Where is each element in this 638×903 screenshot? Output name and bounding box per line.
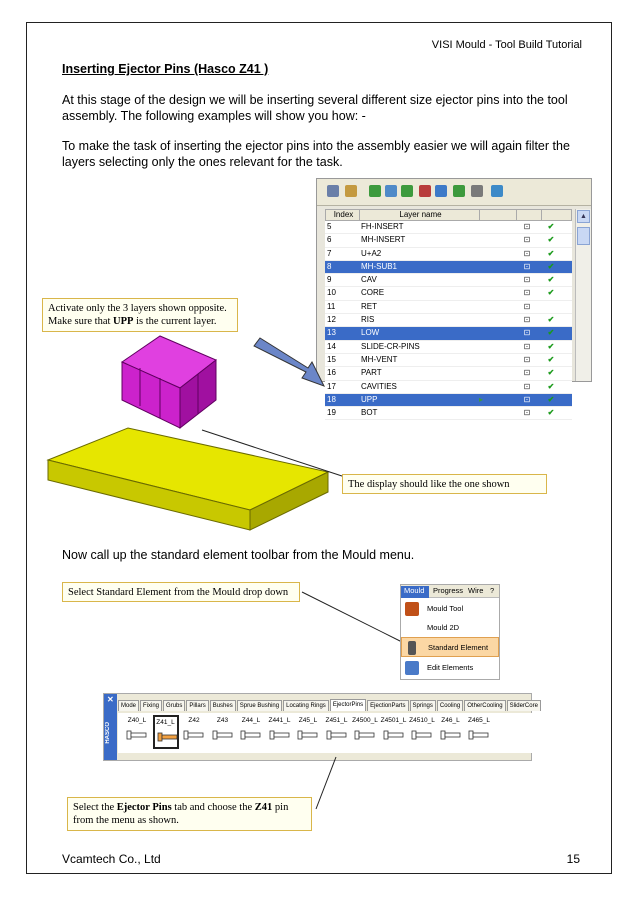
layer-current-cell (479, 354, 515, 366)
layer-name: RIS (361, 315, 375, 325)
paragraph-filter: To make the task of inserting the ejector pins into the assembly easier we will again filter the layers selecting only the ones relevant for the task. (62, 139, 570, 169)
pin-label: Z41_L (156, 719, 175, 726)
pin-label: Z4510_L (409, 717, 435, 724)
pin-z451_l[interactable] (324, 715, 350, 749)
mould-tool-icon (405, 602, 419, 616)
layer-current-cell (479, 234, 515, 246)
layer-refresh-icon[interactable] (491, 185, 503, 197)
col-visible (542, 210, 566, 220)
pin-label: Z42 (188, 717, 200, 724)
header-title: VISI Mould - Tool Build Tutorial (431, 39, 582, 51)
paragraph-toolbar: Now call up the standard element toolbar from the Mould menu. (62, 548, 415, 562)
layer-index: 9 (327, 275, 332, 285)
layer-current-cell (479, 274, 515, 286)
section-title: Inserting Ejector Pins (Hasco Z41 ) (62, 62, 269, 76)
pin-label: Z43 (216, 717, 229, 724)
lock-icon[interactable]: ⊡ (523, 354, 531, 364)
layer-index: 7 (327, 248, 332, 258)
menu-item-label: Edit Elements (427, 663, 474, 672)
tab-grubs[interactable]: Grubs (163, 700, 185, 711)
callout-activate-line2: Make sure that UPP is the current layer. (48, 316, 217, 327)
pin-z45_l[interactable] (295, 715, 321, 749)
layer-current-cell (479, 367, 515, 379)
layer-scrollbar[interactable] (575, 209, 591, 381)
layer-row[interactable] (325, 327, 572, 340)
menu-item-label: Mould Tool (427, 604, 464, 613)
tab-pillars[interactable]: Pillars (186, 700, 208, 711)
footer-page-number: 15 (566, 852, 580, 866)
callout-activate-layers (42, 298, 238, 332)
mould-menu (400, 584, 500, 680)
lock-icon[interactable]: ⊡ (523, 381, 531, 391)
layer-current-cell (479, 327, 515, 339)
layer-toolbar (317, 179, 591, 206)
callout-ejector-pins: Select the Ejector Pins tab and choose the Z41 pin from the menu as shown. (67, 797, 312, 831)
lock-icon[interactable]: ⊡ (523, 394, 531, 404)
ejector-pin-icon (213, 731, 233, 739)
pin-label: Z46_L (441, 717, 460, 724)
toolbar-side-label: HASCO (105, 722, 111, 744)
layer-row[interactable] (325, 394, 572, 407)
visible-check-icon[interactable]: ✔ (547, 261, 555, 271)
ejector-pin-icon (441, 731, 461, 739)
hasco-toolbar (103, 693, 538, 761)
layer-index: 8 (327, 261, 332, 271)
pin-label: Z4501_L (380, 717, 407, 724)
lock-icon[interactable]: ⊡ (523, 315, 531, 325)
pin-z465_l[interactable] (466, 715, 492, 749)
ejector-pin-icon (158, 733, 178, 741)
tab-othercooling[interactable]: OtherCooling (464, 700, 505, 711)
lock-icon[interactable]: ⊡ (523, 408, 531, 418)
layer-row[interactable] (325, 354, 572, 367)
ejector-pin-icon (298, 731, 318, 739)
lock-icon[interactable]: ⊡ (523, 222, 531, 231)
menu-progress[interactable]: Progress (433, 586, 464, 595)
layer-current-cell (479, 407, 515, 419)
layer-name: RET (361, 301, 377, 311)
visible-check-icon[interactable]: ✔ (547, 288, 555, 298)
visible-check-icon[interactable]: ✔ (547, 354, 555, 364)
layer-row[interactable] (325, 221, 572, 234)
tab-bushes[interactable]: Bushes (210, 700, 236, 711)
toolbar-side-handle[interactable] (104, 694, 117, 760)
scroll-up-icon[interactable]: ▲ (577, 210, 590, 223)
layer-copy-icon[interactable] (385, 185, 397, 197)
tab-fixing[interactable]: Fixing (140, 700, 162, 711)
layer-current-cell (479, 381, 515, 393)
layer-current-cell (479, 287, 515, 299)
ejector-pin-icon (241, 731, 261, 739)
layer-table (325, 209, 572, 420)
col-layer-name[interactable]: Layer name (360, 210, 480, 220)
col-index[interactable]: Index (326, 210, 360, 220)
col-lock (517, 210, 542, 220)
ejector-pin-icon (270, 731, 290, 739)
menu-mould[interactable]: Mould (401, 586, 429, 598)
tab-springs[interactable]: Springs (410, 700, 436, 711)
pin-z441_l[interactable] (267, 715, 293, 749)
layer-index: 12 (327, 315, 336, 325)
menu-item-mould-tool[interactable] (401, 599, 499, 619)
search-layer-icon[interactable] (345, 185, 357, 197)
tab-cooling[interactable]: Cooling (437, 700, 463, 711)
ejector-pin-icon (469, 731, 489, 739)
visible-check-icon[interactable]: ✔ (547, 222, 555, 231)
visible-check-icon[interactable]: ✔ (547, 394, 555, 404)
pin-label: Z45_L (298, 717, 318, 724)
layer-row[interactable] (325, 301, 572, 314)
visible-check-icon[interactable]: ✔ (547, 368, 555, 378)
layer-current-cell (479, 394, 515, 406)
layer-index: 19 (327, 408, 336, 418)
layer-current-cell (479, 301, 515, 313)
tab-ejectorpins[interactable]: EjectorPins (330, 699, 366, 711)
close-icon[interactable]: ✕ (107, 695, 114, 704)
menu-item-label: Standard Element (428, 643, 489, 652)
layer-index: 17 (327, 381, 336, 391)
layer-filter-icon[interactable] (369, 185, 381, 197)
layer-name: FH-INSERT (361, 222, 404, 231)
layer-index: 10 (327, 288, 336, 298)
pin-z43[interactable] (210, 715, 236, 749)
layer-row[interactable] (325, 248, 572, 261)
layer-current-cell (479, 248, 515, 260)
callout-leader-line (200, 425, 360, 485)
layer-row[interactable] (325, 261, 572, 274)
tab-ejectionparts[interactable]: EjectionParts (367, 700, 408, 711)
lock-icon[interactable]: ⊡ (523, 301, 531, 311)
layer-delete-icon[interactable] (419, 185, 431, 197)
layer-current-cell (479, 314, 515, 326)
layer-row[interactable] (325, 234, 572, 247)
pin-z4510_l[interactable] (409, 715, 435, 749)
mould-3d-model (40, 330, 330, 515)
layer-row[interactable] (325, 407, 572, 420)
callout-select-standard: Select Standard Element from the Mould drop down (62, 582, 300, 602)
pin-label: Z40_L (127, 717, 147, 724)
tab-sprue-bushing[interactable]: Sprue Bushing (237, 700, 282, 711)
menu-bar (401, 585, 499, 598)
layer-row[interactable] (325, 367, 572, 380)
layer-name: MH-SUB1 (361, 261, 398, 271)
callout-display: The display should like the one shown (342, 474, 547, 494)
standard-element-icon (408, 641, 416, 655)
pin-z4500_l[interactable] (352, 715, 378, 749)
col-blank (480, 210, 517, 220)
layer-row[interactable] (325, 341, 572, 354)
tab-locating-rings[interactable]: Locating Rings (283, 700, 329, 711)
menu-help[interactable]: ? (490, 586, 495, 595)
pin-label: Z451_L (325, 717, 348, 724)
layer-name: MH-INSERT (361, 235, 406, 245)
visible-check-icon[interactable] (539, 301, 563, 313)
visible-check-icon[interactable]: ✔ (547, 328, 555, 338)
layer-name: CAV (361, 275, 377, 285)
layer-row[interactable] (325, 381, 572, 394)
menu-item-label: Mould 2D (427, 623, 460, 632)
layer-row[interactable] (325, 274, 572, 287)
visible-check-icon[interactable]: ✔ (547, 408, 555, 418)
lock-icon[interactable]: ⊡ (523, 328, 531, 338)
visible-check-icon[interactable]: ✔ (547, 341, 555, 351)
toolbar-tabs (118, 699, 542, 711)
pin-label: Z441_L (268, 717, 291, 724)
visible-check-icon[interactable]: ✔ (547, 235, 555, 245)
menu-item-edit-elements[interactable] (401, 658, 499, 678)
ejector-pin-icon (127, 731, 147, 739)
layer-name: PART (361, 368, 382, 378)
layer-rows (325, 221, 572, 420)
pin-z46_l[interactable] (438, 715, 464, 749)
layer-table-header (325, 209, 572, 221)
lock-icon[interactable]: ⊡ (523, 235, 531, 245)
layer-index: 18 (327, 394, 336, 404)
layer-add-icon[interactable] (453, 185, 465, 197)
layer-index: 15 (327, 354, 336, 364)
visible-check-icon[interactable]: ✔ (547, 248, 555, 258)
layer-row[interactable] (325, 314, 572, 327)
ejector-pin-icon (355, 731, 375, 739)
menu-item-mould-2d[interactable] (401, 618, 499, 638)
layer-index: 6 (327, 235, 332, 245)
callout-leader-line-pin (310, 755, 340, 815)
layer-move-icon[interactable] (435, 185, 447, 197)
layer-index: 13 (327, 328, 336, 338)
layer-name: BOT (361, 408, 378, 418)
pin-label: Z4500_L (352, 717, 378, 724)
pin-palette (118, 713, 532, 753)
callout-leader-line-menu (300, 588, 410, 648)
layer-panel (316, 178, 592, 418)
layer-save-icon[interactable] (471, 185, 483, 197)
layer-index: 11 (327, 301, 336, 311)
footer-company: Vcamtech Co., Ltd (62, 852, 161, 866)
pin-z40_l[interactable] (124, 715, 150, 749)
layer-name: CAVITIES (361, 381, 397, 391)
edit-elements-icon (405, 661, 419, 675)
layer-index: 5 (327, 222, 332, 231)
callout-activate-line1: Activate only the 3 layers shown opposite. (48, 303, 227, 314)
menu-wire[interactable]: Wire (468, 586, 484, 595)
pin-z42[interactable] (181, 715, 207, 749)
lock-icon[interactable]: ⊡ (523, 341, 531, 351)
pin-z4501_l[interactable] (381, 715, 407, 749)
lock-icon[interactable]: ⊡ (523, 368, 531, 378)
tab-mode[interactable]: Mode (118, 700, 139, 711)
ejector-pin-icon (327, 731, 347, 739)
pin-z41_l[interactable] (153, 715, 179, 749)
layer-index: 14 (327, 341, 336, 351)
layer-name: UPP (361, 394, 378, 404)
paragraph-intro: At this stage of the design we will be inserting several different size ejector pins into the tool assembly. The following examples will show you how: - (62, 93, 568, 123)
ejector-pin-icon (184, 731, 204, 739)
visible-check-icon[interactable]: ✔ (547, 315, 555, 325)
lock-icon[interactable]: ⊡ (523, 275, 531, 285)
layer-name: MH-VENT (361, 354, 398, 364)
lock-icon[interactable]: ⊡ (523, 261, 531, 271)
ejector-pin-icon (384, 731, 404, 739)
lock-icon[interactable]: ⊡ (523, 248, 531, 258)
pin-label: Z465_L (467, 717, 491, 724)
pin-z44_l[interactable] (238, 715, 264, 749)
tab-slidercore[interactable]: SliderCore (507, 700, 541, 711)
layer-name: U+A2 (361, 248, 382, 258)
current-layer-icon: ▸ (479, 394, 484, 404)
pin-label: Z44_L (241, 717, 261, 724)
layer-current-cell (479, 221, 515, 233)
layer-row[interactable] (325, 287, 572, 300)
scroll-thumb[interactable] (577, 227, 590, 245)
visible-check-icon[interactable]: ✔ (547, 275, 555, 285)
eye-icon[interactable] (327, 185, 339, 197)
visible-check-icon[interactable]: ✔ (547, 381, 555, 391)
layer-current-cell (479, 341, 515, 353)
layer-select-icon[interactable] (401, 185, 413, 197)
layer-name: CORE (361, 288, 385, 298)
layer-name: SLIDE-CR-PINS (361, 341, 420, 351)
layer-name: LOW (361, 328, 380, 338)
layer-index: 16 (327, 368, 336, 378)
ejector-pin-icon (412, 731, 432, 739)
layer-current-cell (479, 261, 515, 273)
lock-icon[interactable]: ⊡ (523, 288, 531, 298)
menu-item-standard-element[interactable] (401, 637, 499, 657)
